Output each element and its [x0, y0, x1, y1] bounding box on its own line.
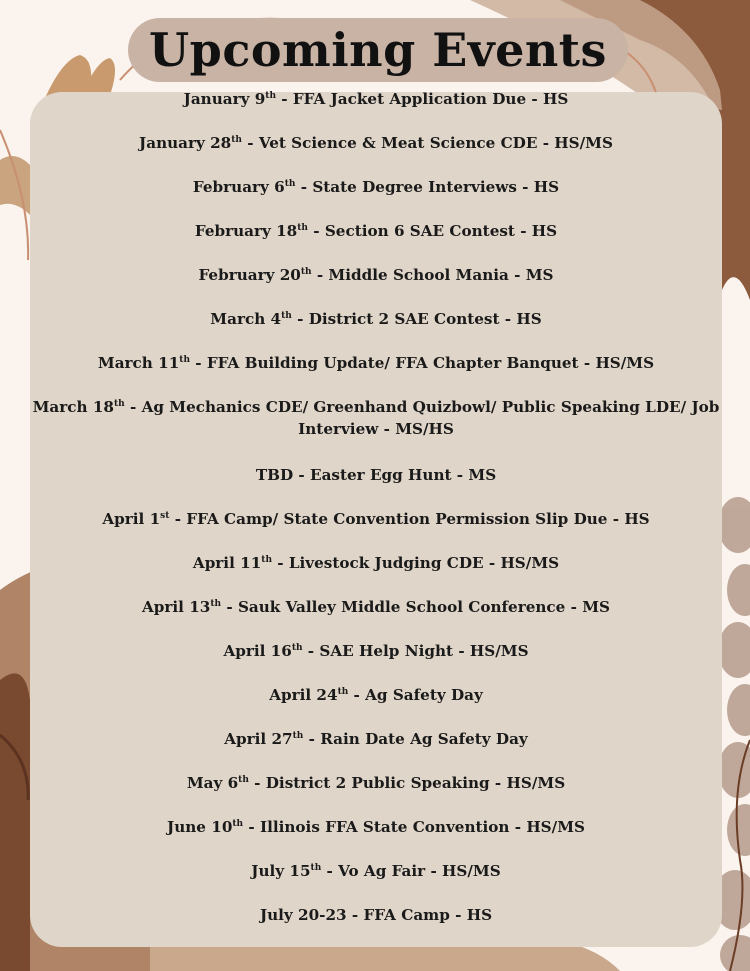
event-item [30, 176, 722, 198]
event-description: - Ag Mechanics CDE/ Greenhand Quizbowl/ Public Speaking LDE/ Job Interview - MS/HS [124, 398, 720, 438]
event-date-suffix: th [337, 686, 349, 697]
event-item [30, 508, 722, 530]
event-item [30, 904, 722, 926]
dark-brown-bottom-left [0, 673, 30, 971]
event-date: March 11 [97, 354, 180, 372]
event-description: - Ag Safety Day [348, 686, 483, 704]
event-date-suffix: th [179, 354, 190, 365]
event-item [30, 684, 722, 706]
event-date: January 9 [183, 90, 266, 108]
event-description: - Vo Ag Fair - HS/MS [321, 862, 501, 880]
event-date-suffix: st [160, 510, 170, 521]
event-date: April 27 [224, 730, 293, 748]
event-date: June 10 [167, 818, 233, 836]
event-item [30, 396, 722, 440]
event-date-suffix: th [113, 398, 125, 409]
event-description: - District 2 Public Speaking - HS/MS [248, 774, 566, 792]
event-date-suffix: th [300, 266, 312, 277]
event-date-suffix: th [297, 222, 308, 233]
event-date: March 4 [210, 310, 282, 328]
event-description: - Middle School Mania - MS [311, 266, 554, 284]
event-date: March 18 [32, 398, 114, 416]
event-date: February 6 [192, 178, 285, 196]
event-description: - Rain Date Ag Safety Day [303, 730, 528, 748]
event-date-suffix: th [281, 310, 292, 321]
event-date: April 1 [102, 510, 161, 528]
event-item [30, 816, 722, 838]
tan-stripe-left-long [0, 156, 30, 215]
event-date-suffix: th [232, 818, 244, 829]
event-description: - Illinois FFA State Convention - HS/MS [243, 818, 585, 836]
event-description: - Vet Science & Meat Science CDE - HS/MS [241, 134, 613, 152]
event-item [30, 860, 722, 882]
event-item [30, 596, 722, 618]
event-date: April 11 [192, 554, 262, 572]
event-item [30, 464, 722, 486]
event-item [30, 88, 722, 110]
event-date: May 6 [186, 774, 239, 792]
event-description: - Livestock Judging CDE - HS/MS [271, 554, 560, 572]
event-date-suffix: th [231, 134, 242, 145]
event-date-suffix: th [265, 90, 276, 101]
page-title: Upcoming Events [149, 23, 607, 77]
event-item [30, 132, 722, 154]
event-description: - District 2 SAE Contest - HS [291, 310, 542, 328]
event-description: - Sauk Valley Middle School Conference - MS [221, 598, 610, 616]
event-date: February 18 [194, 222, 298, 240]
event-description: - FFA Building Update/ FFA Chapter Banquet - HS/MS [189, 354, 655, 372]
event-date: July 15 [251, 862, 311, 880]
event-item [30, 264, 722, 286]
title-banner [128, 18, 628, 82]
event-description: - FFA Camp/ State Convention Permission Slip Due - HS [169, 510, 650, 528]
event-date-suffix: th [238, 774, 249, 785]
event-date: April 24 [269, 686, 338, 704]
event-item [30, 308, 722, 330]
event-date-suffix: th [292, 730, 304, 741]
event-date-suffix: th [210, 598, 222, 609]
event-description: - State Degree Interviews - HS [295, 178, 560, 196]
event-item [30, 552, 722, 574]
event-date: April 16 [223, 642, 292, 660]
event-date: February 20 [198, 266, 301, 284]
event-item [30, 220, 722, 242]
event-item [30, 640, 722, 662]
event-description: - FFA Jacket Application Due - HS [275, 90, 569, 108]
event-date: January 28 [139, 134, 232, 152]
event-date: July 20-23 - FFA Camp - HS [259, 906, 493, 924]
event-description: - Section 6 SAE Contest - HS [307, 222, 558, 240]
event-date-suffix: th [284, 178, 296, 189]
event-description: - SAE Help Night - HS/MS [302, 642, 529, 660]
event-item [30, 772, 722, 794]
event-date-suffix: th [310, 862, 322, 873]
event-date: April 13 [141, 598, 211, 616]
event-item [30, 352, 722, 374]
event-date-suffix: th [291, 642, 303, 653]
event-item [30, 728, 722, 750]
event-date-suffix: th [261, 554, 272, 565]
event-date: TBD - Easter Egg Hunt - MS [255, 466, 497, 484]
